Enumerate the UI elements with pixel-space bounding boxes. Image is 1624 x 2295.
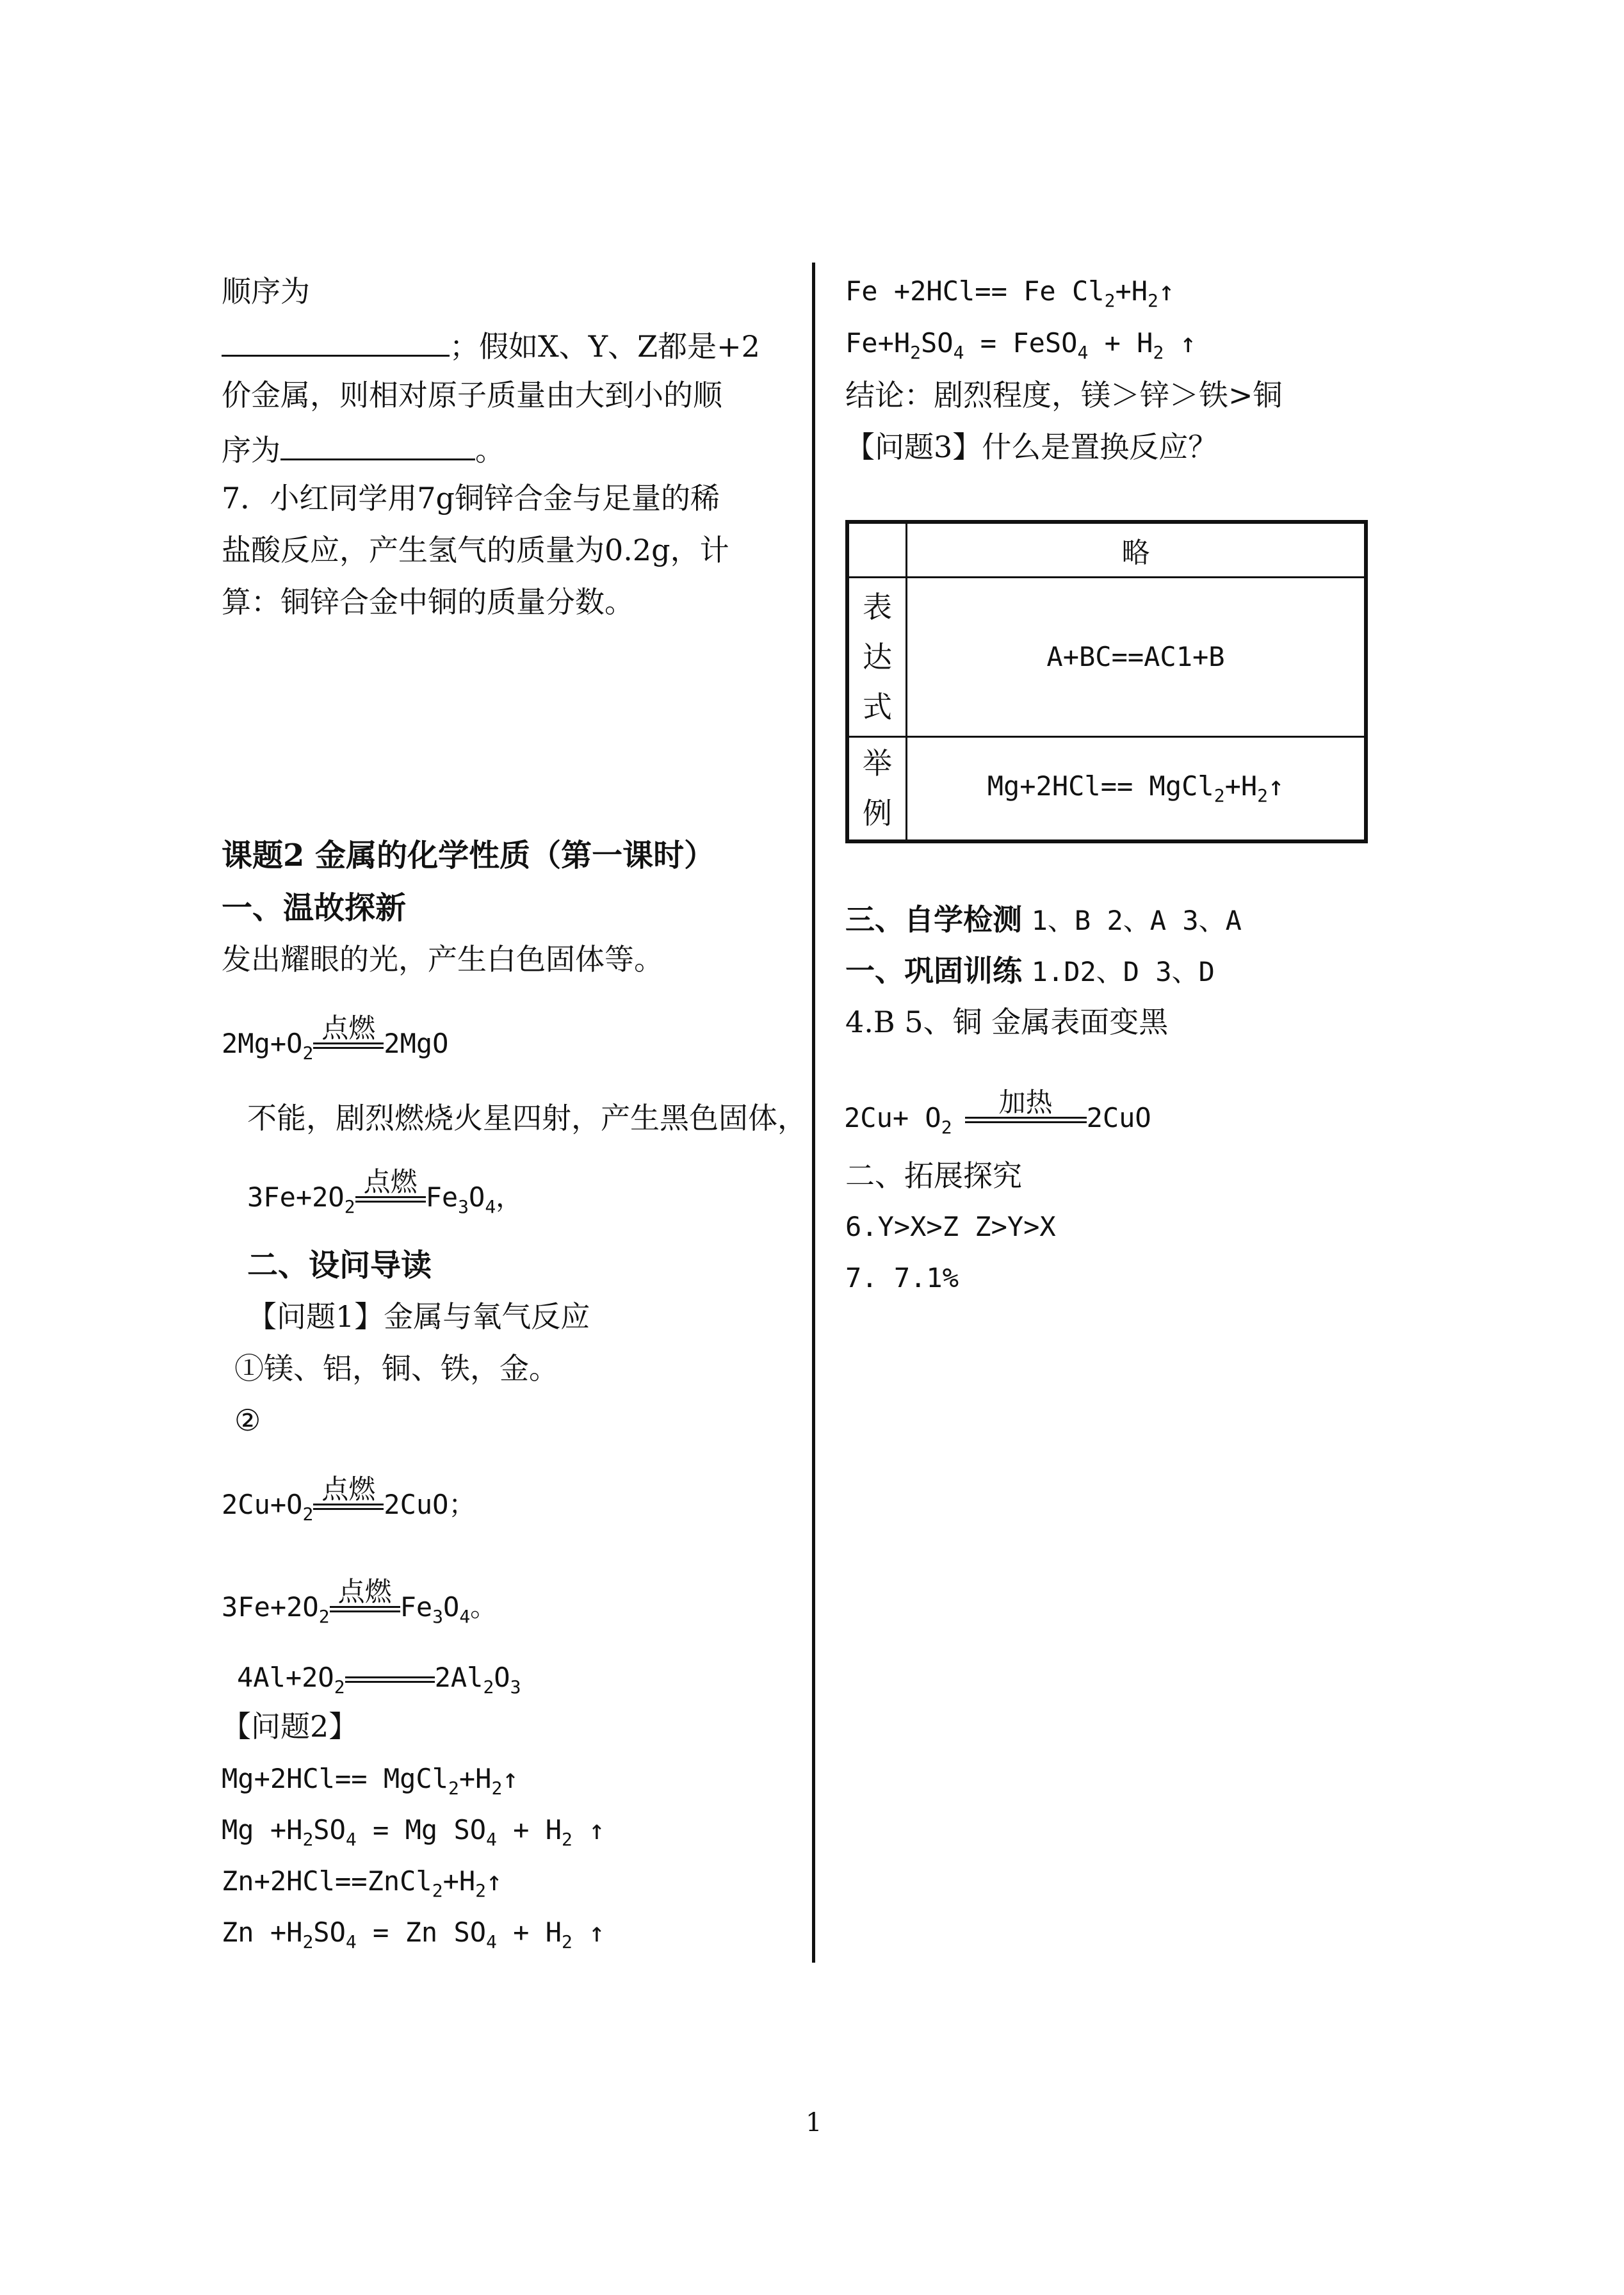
gas-arrow-icon: ↑	[589, 1814, 605, 1845]
gas-arrow-icon: ↑	[1180, 327, 1196, 359]
equation-al-o2: $4Al+2O_2$ $2Al_2O_3$	[237, 1662, 521, 1698]
expression-value: A+BC==AC1+B	[907, 578, 1367, 736]
gas-arrow-icon: ↑	[1268, 770, 1285, 802]
equation-cu-o2: $2Cu+O_2$ 点燃 2CuO；	[222, 1473, 476, 1525]
substitution-table	[845, 520, 1368, 843]
equation-fe-o2-1: $3Fe+2O_2$ 点燃 $Fe_3O_4$，	[247, 1166, 523, 1217]
q7-line2: 盐酸反应，产生氢气的质量为0.2g，计	[222, 533, 729, 567]
consolidate-line: 一、巩固训练 1.D2、D 3、D	[845, 953, 1215, 988]
reaction-condition: 点燃	[355, 1196, 426, 1206]
question2-title: 【问题2】	[222, 1709, 359, 1744]
fe-observation: 不能，剧烈燃烧火星四射，产生黑色固体，	[247, 1101, 807, 1135]
gas-arrow-icon: ↑	[589, 1917, 605, 1948]
answers-4-5: 4.B 5、铜 金属表面变黑	[845, 1005, 1169, 1039]
q6-line4: 序为 。	[222, 421, 505, 476]
section2-title: 二、设问导读	[247, 1247, 432, 1283]
equation-mg-o2: $2Mg+O_2$ 点燃 2MgO	[222, 1012, 449, 1064]
reaction-equals	[345, 1676, 435, 1687]
gas-arrow-icon: ↑	[1158, 275, 1175, 307]
answer-6: 6.Y>X>Z Z>Y>X	[845, 1211, 1056, 1242]
equation-fe-h2so4: $Fe+H_2SO_4$ = FeSO$_4$ + $H_2$ ↑	[845, 327, 1196, 363]
reaction-condition: 点燃	[313, 1504, 384, 1514]
column-divider	[812, 263, 815, 1963]
section1-text: 发出耀眼的光，产生白色固体等。	[222, 942, 663, 977]
gas-arrow-icon: ↑	[486, 1865, 503, 1897]
lesson-title: 课题2 金属的化学性质（第一课时）	[222, 838, 715, 873]
equation-fe-hcl: Fe +2HCl== Fe $Cl_2+H_2↑$	[845, 275, 1175, 311]
equation-mg-h2so4: $Mg +H_2SO_4 = Mg$ $SO_4 + H_2$ ↑	[222, 1814, 605, 1850]
equation-fe-o2-2: $3Fe+2O_2$ 点燃 $Fe_3O_4$。	[222, 1576, 498, 1627]
equation-cu-heat: $2Cu+ O_2$ 加热 2CuO	[844, 1087, 1151, 1138]
answer-7: 7. 7.1%	[845, 1262, 959, 1293]
question1-title: 【问题1】金属与氧气反应	[247, 1299, 590, 1334]
section1-title: 一、温故探新	[222, 890, 407, 926]
answer-blank-2[interactable]	[280, 421, 475, 460]
self-check-line: 三、自学检测 1、B 2、A 3、A	[845, 902, 1242, 937]
reaction-condition: 加热	[965, 1117, 1087, 1127]
equation-mg-hcl: $Mg+2HCl== MgCl_2+H_2↑$	[222, 1763, 519, 1799]
q6-line2: ；假如X、Y、Z都是+2	[222, 318, 760, 372]
q6-line3: 价金属，则相对原子质量由大到小的顺	[222, 378, 722, 412]
page-number: 1	[806, 2108, 822, 2137]
q7-line1: 7．小红同学用7g铜锌合金与足量的稀	[222, 481, 720, 515]
q7-line3: 算：铜锌合金中铜的质量分数。	[222, 585, 634, 619]
q6-line1: 顺序为	[222, 274, 310, 309]
table-header: 略	[907, 522, 1367, 578]
equation-zn-h2so4: $Zn +H_2SO_4 = Zn$ $SO_4 + H_2$ ↑	[222, 1917, 605, 1952]
gas-arrow-icon: ↑	[502, 1763, 519, 1794]
expand-title: 二、拓展探究	[845, 1158, 1022, 1193]
row-label-example: 举 例	[847, 736, 907, 841]
reaction-condition: 点燃	[330, 1606, 400, 1616]
row-label-expression: 表 达 式	[847, 578, 907, 736]
question3-title: 【问题3】什么是置换反应？	[845, 430, 1218, 464]
example-value: $Mg+2HCl== MgCl_2+H_2↑$	[907, 736, 1367, 841]
question1-item2: ②	[234, 1403, 261, 1438]
table-corner-cell	[847, 522, 907, 578]
answer-blank-1[interactable]	[222, 318, 450, 357]
question1-item1: ①镁、铝，铜、铁，金。	[234, 1351, 558, 1386]
equation-zn-hcl: $Zn+2HCl==ZnCl_2+H_2↑$	[222, 1865, 503, 1901]
conclusion: 结论：剧烈程度，镁＞锌＞铁>铜	[845, 378, 1283, 412]
reaction-condition: 点燃	[313, 1042, 384, 1053]
